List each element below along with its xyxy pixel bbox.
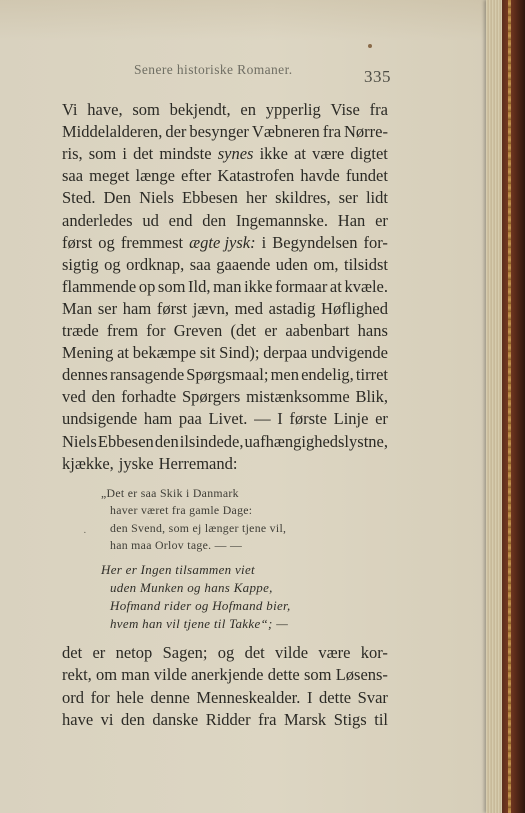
word: aabenbart: [285, 321, 350, 340]
word: længe: [135, 166, 175, 186]
word: ser: [97, 298, 118, 318]
verse-line: „Det er saa Skik i Danmark: [101, 486, 239, 500]
word: er: [92, 643, 106, 662]
text-line: [62, 233, 388, 253]
text-line: [62, 343, 388, 363]
word: Den: [103, 188, 132, 208]
word: mistænksomme: [246, 387, 350, 407]
word: Middelalderen,: [62, 122, 163, 142]
word: Vi: [62, 100, 78, 119]
word: Menneskealder.: [196, 687, 301, 707]
word: Man: [62, 298, 93, 318]
word: denne: [150, 687, 190, 707]
word: er: [264, 321, 278, 340]
word: for: [90, 687, 110, 707]
word: den: [202, 210, 227, 230]
word: ordknap,: [126, 254, 185, 274]
word: endelig,: [301, 365, 354, 385]
word: den: [154, 431, 179, 451]
word: vi: [100, 709, 114, 729]
text-line: [62, 665, 388, 685]
word: om: [95, 665, 118, 685]
word: den: [91, 387, 116, 407]
text-line: [62, 100, 388, 120]
word: kjække,: [62, 453, 114, 473]
word: jævn,: [192, 298, 229, 318]
word: derpaa: [263, 343, 308, 363]
word: ikke: [244, 276, 273, 296]
text-line: [62, 277, 388, 297]
italic-word: ægte jysk:: [189, 232, 256, 252]
word: som: [303, 665, 332, 685]
word: efter: [181, 166, 212, 186]
text-line: [62, 255, 388, 275]
word: vilde: [275, 643, 309, 662]
verse-line-italic: uden Munken og hans Kappe,: [110, 580, 273, 595]
verse-line-italic: Her er Ingen tilsammen viet: [101, 562, 255, 577]
word: flammende: [62, 276, 137, 296]
text-line: [62, 409, 388, 429]
word: saa: [189, 254, 211, 274]
word: Sind);: [219, 343, 260, 363]
word: anderledes: [62, 210, 133, 230]
text-line: [62, 321, 388, 341]
word: Blik,: [355, 387, 388, 407]
word: til: [374, 709, 388, 729]
word: sit: [199, 343, 216, 363]
word: og: [217, 643, 235, 662]
word: mindste: [159, 144, 212, 164]
word: det: [62, 643, 83, 662]
word: gaaende: [216, 254, 271, 274]
word: Spørgers: [181, 387, 241, 407]
word: som: [157, 276, 186, 296]
word: Livet.: [208, 409, 248, 429]
word: Niels: [139, 188, 174, 208]
word: ud: [142, 210, 159, 230]
word: skildres,: [275, 188, 331, 208]
word: fra: [258, 709, 277, 729]
word: det: [133, 144, 154, 164]
word: I: [306, 687, 313, 707]
word: Begyndelsen: [272, 232, 358, 252]
page-number: 335: [364, 67, 391, 86]
word: undsigende: [62, 409, 138, 429]
word: i: [261, 232, 267, 252]
word: at: [329, 276, 342, 296]
word: Vise: [330, 100, 360, 119]
word: Katastrofen: [217, 166, 295, 186]
word: sigtig: [62, 254, 99, 274]
word: men: [270, 365, 299, 385]
word: digtet: [350, 144, 388, 164]
word: første: [289, 409, 327, 429]
word: Linje: [333, 409, 369, 429]
word: Ridder: [205, 709, 251, 729]
word: Løsens-: [335, 665, 388, 685]
text-line: [62, 688, 388, 708]
word: Marsk: [284, 709, 327, 729]
word: anerkjende: [191, 665, 264, 685]
word: ris,: [62, 144, 83, 164]
word: i: [122, 144, 127, 164]
word: netop: [115, 643, 153, 662]
word: paa: [178, 409, 202, 429]
text-line: [62, 643, 388, 663]
word: formaar: [275, 276, 328, 296]
word: bekjendt,: [169, 100, 231, 119]
text-line: [62, 122, 388, 142]
margin-mark: ·: [83, 527, 87, 539]
word: tirret: [355, 365, 388, 385]
running-head: Senere historiske Romaner.: [134, 62, 293, 77]
word: er: [375, 210, 388, 230]
word: her: [245, 188, 268, 208]
word: og: [98, 232, 115, 252]
word: lidt: [365, 188, 388, 208]
word: —: [254, 409, 271, 429]
word: som: [88, 144, 117, 164]
word: ham: [143, 409, 173, 429]
word: og: [104, 254, 121, 274]
text-line: [62, 454, 388, 474]
verse-line: han maa Orlov tage. — —: [110, 538, 243, 552]
text-line: [62, 710, 388, 730]
word: med: [234, 298, 264, 318]
word: ilsindede,: [179, 431, 244, 451]
text-line: [62, 144, 388, 164]
word: for-: [363, 232, 388, 252]
ornament-dot: [368, 44, 372, 48]
word: for: [146, 321, 166, 340]
word: Sagen;: [162, 643, 208, 662]
word: forhadte: [121, 387, 177, 407]
word: bekæmpe: [132, 343, 197, 363]
word: dennes: [62, 365, 108, 385]
word: undvigende: [311, 343, 388, 363]
word: hans: [357, 321, 388, 340]
word: besynger: [189, 122, 249, 142]
word: end: [168, 210, 193, 230]
word: Greven: [173, 321, 223, 340]
word: Ild,: [188, 276, 211, 296]
word: Mening: [62, 343, 114, 363]
word: fundet: [345, 166, 388, 186]
word: ser: [338, 188, 358, 208]
word: være: [318, 643, 351, 662]
word: den: [121, 709, 145, 729]
word: fra: [369, 100, 388, 119]
text-line: [62, 432, 388, 452]
word: danske: [152, 709, 199, 729]
word: meget: [89, 166, 130, 186]
word: ham: [122, 298, 152, 318]
word: have: [62, 709, 94, 729]
word: som: [132, 100, 160, 119]
verse-line: haver været fra gamle Dage:: [110, 503, 253, 517]
word: Sted.: [62, 188, 96, 208]
word: kvæle.: [344, 276, 388, 296]
verse-line-italic: hvem han vil tjene til Takke“; —: [110, 616, 289, 631]
word: have,: [87, 100, 123, 119]
word: I: [277, 409, 283, 429]
verse-line-italic: Hofmand rider og Hofmand bier,: [110, 598, 291, 613]
word: at: [294, 144, 307, 164]
word: uafhængighedslystne,: [244, 431, 388, 451]
word: man: [213, 276, 242, 296]
word: Han: [337, 210, 366, 230]
book-spine: [502, 0, 525, 813]
word: ypperlig: [265, 100, 321, 119]
word: Spørgsmaal;: [186, 365, 269, 385]
word: Niels: [62, 431, 97, 451]
word: Herremand:: [158, 453, 238, 473]
word: jyske: [118, 453, 154, 473]
word: astadig: [268, 298, 316, 318]
text-line: [62, 166, 388, 186]
word: om,: [313, 254, 339, 274]
word: Nørre-: [344, 122, 388, 142]
word: fremmest: [120, 232, 184, 252]
word: (det: [230, 321, 257, 340]
word: Stigs: [333, 709, 367, 729]
word: frem: [106, 321, 139, 340]
word: at: [117, 343, 130, 363]
word: uden: [275, 254, 308, 274]
word: fra: [322, 122, 342, 142]
word: ved: [62, 387, 86, 407]
word: kor-: [360, 643, 388, 662]
word: ord: [62, 687, 84, 707]
word: vilde: [153, 665, 187, 685]
italic-word: synes: [217, 144, 254, 164]
word: Væbneren: [251, 122, 320, 142]
word: havde: [300, 166, 340, 186]
word: Ebbesen: [97, 431, 154, 451]
word: ransagende: [109, 365, 185, 385]
word: dette: [267, 665, 300, 685]
word: træde: [62, 321, 99, 340]
word: rekt,: [62, 665, 92, 685]
word: saa: [62, 166, 84, 186]
word: Ebbesen: [182, 188, 238, 208]
word: tilsidst: [343, 254, 388, 274]
word: Ingemannske.: [235, 210, 328, 230]
word: er: [375, 409, 388, 429]
text-line: [62, 365, 388, 385]
word: først: [62, 232, 93, 252]
verse-line: den Svend, som ej længer tjene vil,: [110, 521, 287, 535]
page-edges: [486, 0, 502, 813]
word: det: [244, 643, 265, 662]
text-line: [62, 299, 388, 319]
word: ikke: [259, 144, 288, 164]
word: Høflighed: [321, 298, 388, 318]
word: dette: [319, 687, 352, 707]
text-line: [62, 188, 388, 208]
text-line: [62, 211, 388, 231]
word: op: [138, 276, 156, 296]
word: være: [312, 144, 345, 164]
word: først: [156, 298, 188, 318]
word: en: [240, 100, 256, 119]
word: Svar: [357, 687, 388, 707]
word: hele: [116, 687, 144, 707]
word: der: [165, 122, 187, 142]
text-line: [62, 387, 388, 407]
word: man: [121, 665, 150, 685]
